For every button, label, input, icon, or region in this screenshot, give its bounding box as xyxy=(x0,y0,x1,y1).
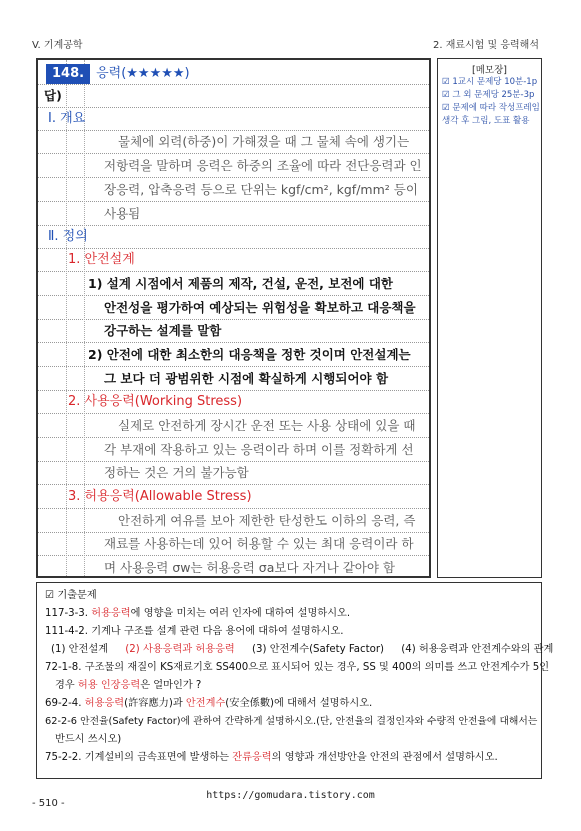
safety-design-line: 그 보다 더 광범위한 시점에 확실하게 시행되어야 함 xyxy=(104,371,389,386)
exam-question: 62-2-6 안전율(Safety Factor)에 관하여 간략하게 설명하시오.(단, 안전율의 결정인자와 수량적 안전율에 대해서는 xyxy=(45,716,538,727)
ruled-line xyxy=(38,84,429,85)
exam-text: 에 영향을 미치는 여러 인자에 대하여 설명하시오. xyxy=(130,608,351,619)
allowable-stress-line: 재료를 사용하는데 있어 허용할 수 있는 최대 응력이라 하 xyxy=(104,536,414,551)
exam-keyword: 안전계수 xyxy=(185,698,226,709)
memo-item: ☑ 문제에 따라 작성프레임 xyxy=(442,103,540,113)
question-number: 148. xyxy=(46,64,90,84)
answer-label: 답) xyxy=(44,88,62,103)
memo-item: ☑ 1교시 문제당 10분-1p xyxy=(442,77,538,87)
exam-text: 의 영향과 개선방안을 안전의 관점에서 설명하시오. xyxy=(271,752,498,763)
definition-heading: Ⅱ. 정의 xyxy=(48,229,88,244)
working-stress-line: 실제로 안전하게 장시간 운전 또는 사용 상태에 있을 때 xyxy=(118,418,416,433)
exam-text: (安全係數)에 대해서 설명하시오. xyxy=(225,698,373,709)
past-exam-box xyxy=(36,582,554,779)
exam-text: 은 얼마인가 ? xyxy=(140,680,202,691)
safety-design-line: 1) 설계 시점에서 제품의 제작, 건설, 운전, 보전에 대한 xyxy=(88,276,393,291)
footer-url: https://gomudara.tistory.com xyxy=(206,790,375,801)
exam-text: 경우 xyxy=(55,680,78,691)
exam-option: (2) 사용응력과 허용응력 xyxy=(125,644,235,655)
exam-question xyxy=(45,607,350,621)
question-title: 응력(★★★★★) xyxy=(96,66,190,81)
exam-code: 117-3-3. xyxy=(45,608,92,619)
working-stress-line: 정하는 것은 거의 불가능함 xyxy=(104,465,249,480)
subsection-heading-allowable-stress: 3. 허용응력(Allowable Stress) xyxy=(68,489,252,504)
exam-keyword: 허용 인장응력 xyxy=(77,680,141,691)
exam-question: 111-4-2. 기계나 구조를 설계 관련 다음 용어에 대하여 설명하시오. xyxy=(45,626,344,637)
exam-keyword: 허용응력 xyxy=(84,698,125,709)
exam-option: (3) 안전계수(Safety Factor) xyxy=(252,644,385,655)
memo-item: 생각 후 그림, 도표 활용 xyxy=(442,116,530,126)
ruled-line xyxy=(38,107,429,108)
working-stress-line: 각 부재에 작용하고 있는 응력이라 하며 이를 정확하게 선 xyxy=(104,442,414,457)
exam-question xyxy=(55,679,201,693)
section-header: 2. 재료시험 및 응력해석 xyxy=(432,40,539,51)
exam-text: 75-2-2. 기계설비의 금속표면에 발생하는 xyxy=(45,752,233,763)
exam-option: (4) 허용응력과 안전계수와의 관계 xyxy=(401,644,554,655)
ruled-line xyxy=(38,225,429,226)
overview-line: 물체에 외력(하중)이 가해졌을 때 그 물체 속에 생기는 xyxy=(118,134,410,149)
chapter-header: V. 기계공학 xyxy=(32,40,83,51)
safety-design-line: 강구하는 설계를 말함 xyxy=(104,323,222,338)
safety-design-line: 안전성을 평가하여 예상되는 위험성을 확보하고 대응책을 xyxy=(104,300,416,315)
overview-line: 저항력을 말하며 응력은 하중의 조율에 따라 전단응력과 인 xyxy=(104,158,422,173)
exam-option: (1) 안전설계 xyxy=(51,644,109,655)
exam-keyword: 잔류응력 xyxy=(232,752,272,763)
exam-question: 반드시 쓰시오) xyxy=(55,734,122,745)
ruled-line xyxy=(38,319,429,320)
ruled-line xyxy=(38,201,429,202)
memo-item: ☑ 그 외 문제당 25분-3p xyxy=(442,90,535,100)
memo-panel xyxy=(437,58,542,578)
memo-title: [메모장] xyxy=(472,65,507,76)
overview-line: 장응력, 압축응력 등으로 단위는 kgf/cm², kgf/mm² 등이 xyxy=(104,182,418,197)
exam-options xyxy=(51,643,553,657)
exam-question xyxy=(45,751,498,765)
allowable-stress-line: 며 사용응력 σw는 허용응력 σa보다 자거나 같아야 함 xyxy=(104,560,395,575)
margin-line xyxy=(66,60,67,576)
exam-title: ☑ 기출문제 xyxy=(45,590,97,601)
subsection-heading-working-stress: 2. 사용응력(Working Stress) xyxy=(68,394,243,409)
exam-code: 69-2-4. xyxy=(45,698,85,709)
overview-heading: Ⅰ. 개요 xyxy=(48,111,86,126)
question-title-row xyxy=(46,61,190,84)
exam-question xyxy=(45,697,372,711)
exam-question: 72-1-8. 구조물의 재질이 KS재료기호 SS400으로 표시되어 있는 경우, SS 및 400의 의미를 쓰고 안전계수가 5인 xyxy=(45,662,550,673)
exam-keyword: 허용응력 xyxy=(91,608,131,619)
answer-sheet xyxy=(36,58,431,578)
allowable-stress-line: 안전하게 여유를 보아 제한한 탄성한도 이하의 응력, 즉 xyxy=(118,513,416,528)
subsection-heading-safety-design: 1. 안전설계 xyxy=(68,252,135,267)
overview-line: 사용됨 xyxy=(104,206,141,221)
exam-text: (許容應力)과 xyxy=(124,698,186,709)
page-number: - 510 - xyxy=(32,798,65,809)
safety-design-line: 2) 안전에 대한 최소한의 대응책을 정한 것이며 안전설계는 xyxy=(88,347,411,362)
